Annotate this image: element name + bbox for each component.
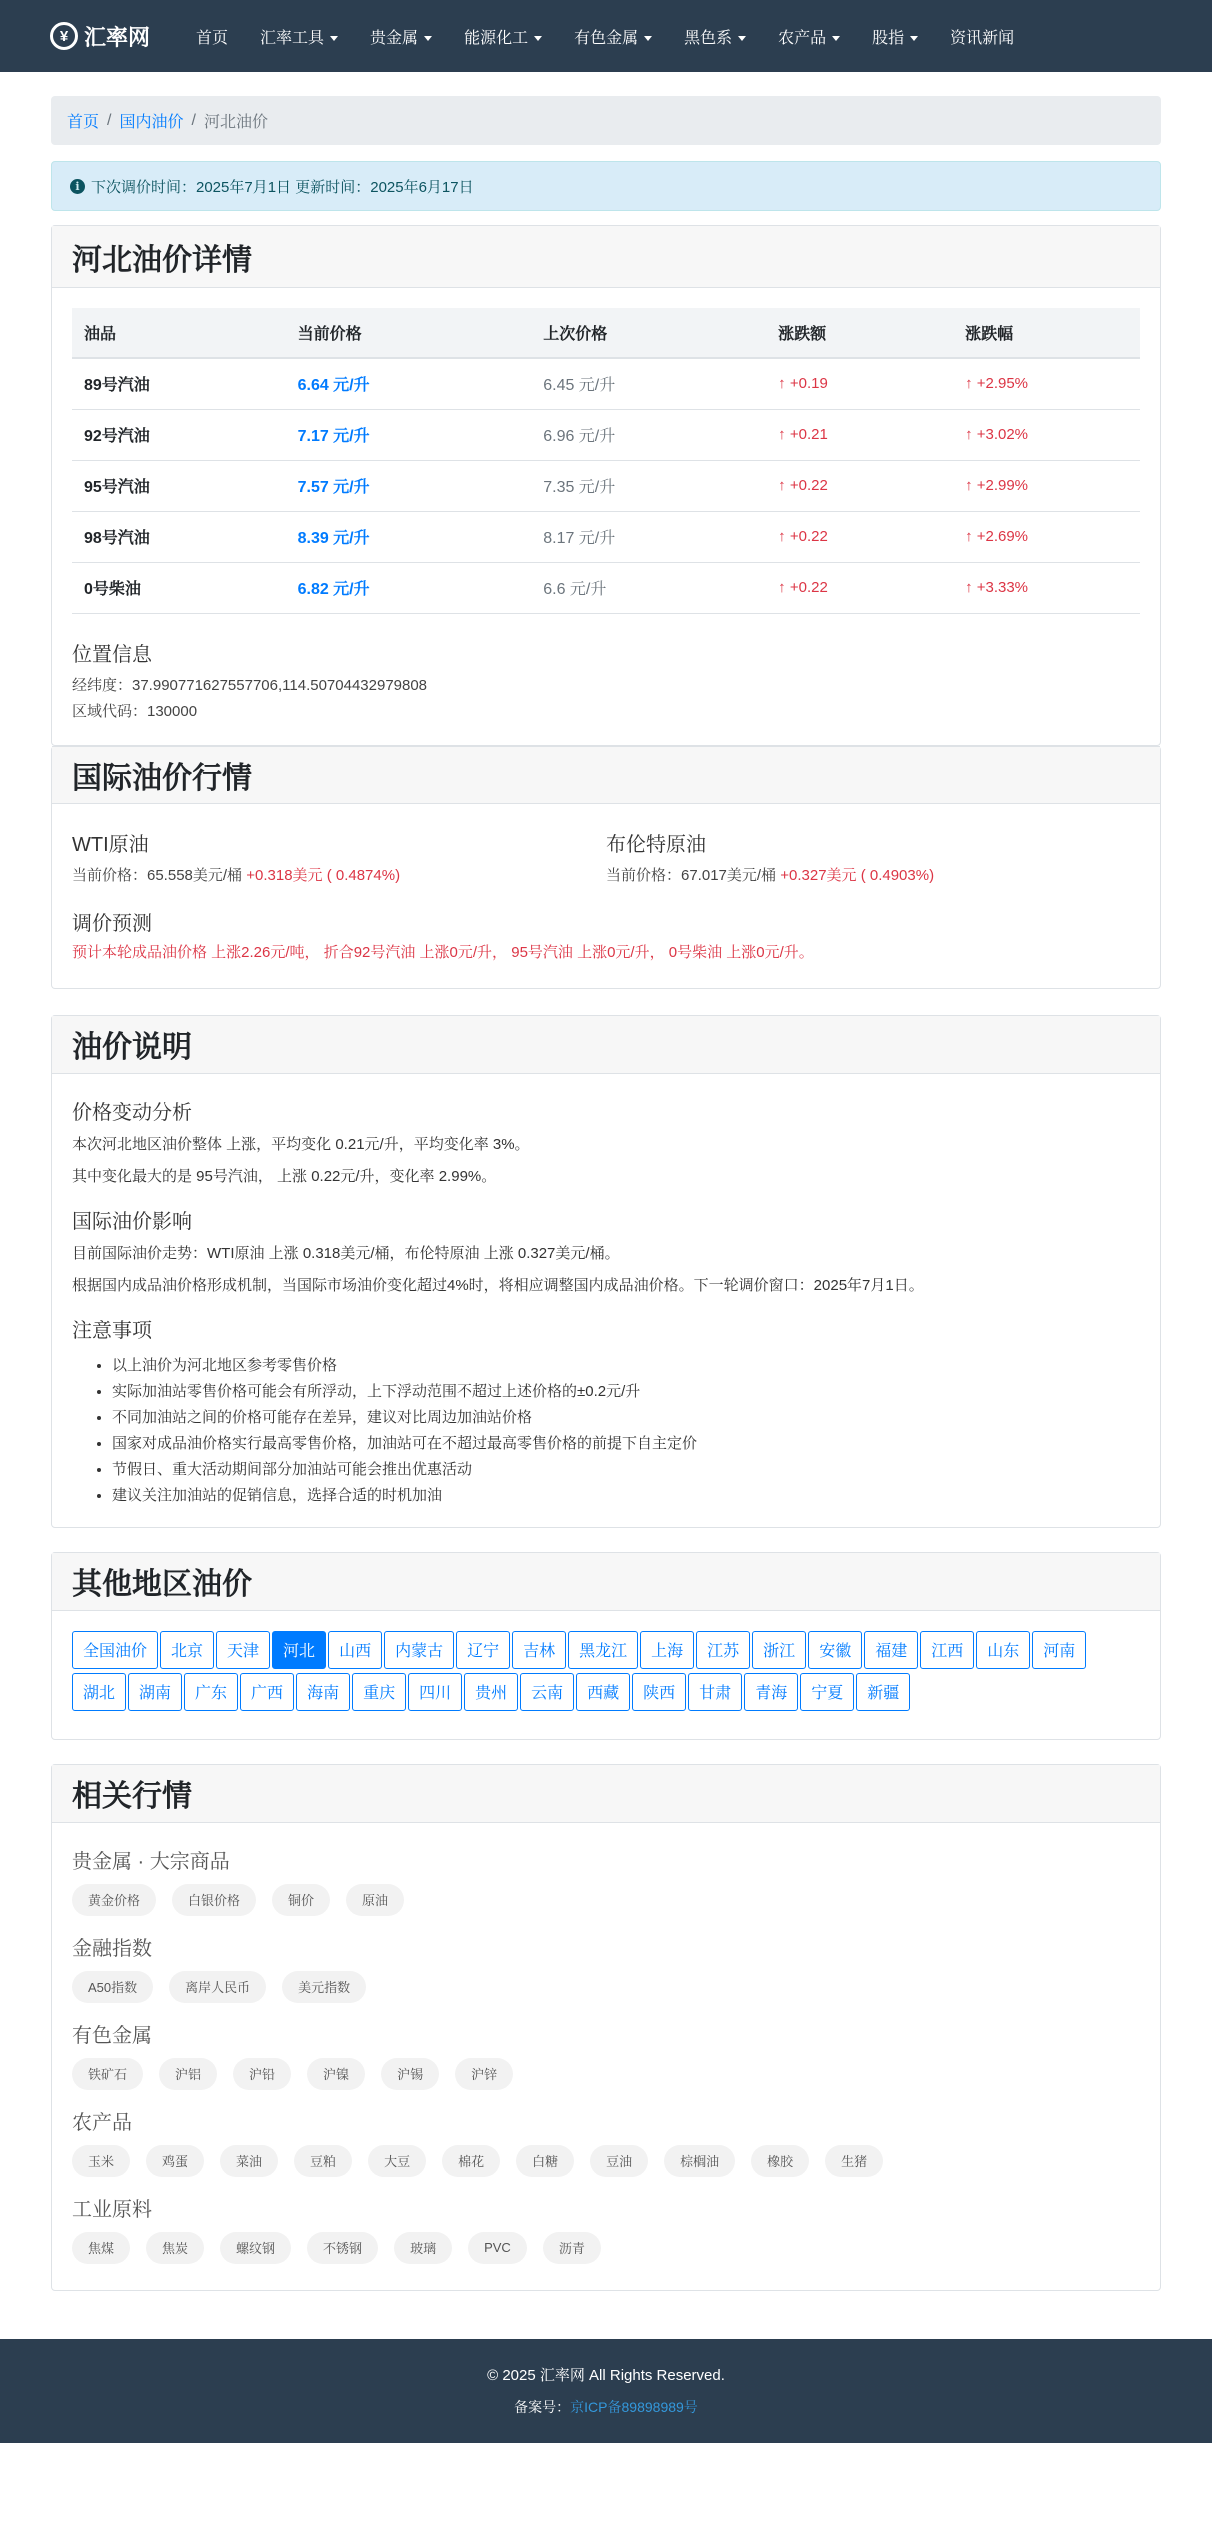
notes-title: 注意事项 <box>72 1319 152 1342</box>
brand-name: 汇率网 <box>84 24 151 50</box>
wti-block <box>72 824 606 889</box>
region-button[interactable]: 四川 <box>408 1673 462 1711</box>
region-button[interactable]: 山东 <box>976 1631 1030 1669</box>
caret-down-icon <box>534 36 542 41</box>
impact-title: 国际油价影响 <box>72 1210 192 1233</box>
coordinates-text: 经纬度：37.990771627557706,114.50704432979808 <box>72 676 428 694</box>
category-title: 农产品 <box>72 2111 132 2134</box>
related-markets-card <box>51 1764 1161 2291</box>
intl-price-card <box>51 746 1161 989</box>
region-button[interactable]: 云南 <box>520 1673 574 1711</box>
brent-price-line <box>606 863 1140 889</box>
top-navbar <box>0 0 1212 72</box>
category-title: 金融指数 <box>72 1937 152 1960</box>
category-title: 工业原料 <box>72 2198 152 2221</box>
note-item: • 不同加油站之间的价格可能存在差异，建议对比周边加油站价格 <box>112 1405 1140 1431</box>
info-circle-icon: i <box>70 179 85 194</box>
market-tag[interactable]: 原油 <box>346 1884 404 1916</box>
wti-name: WTI原油 <box>72 833 149 856</box>
region-button[interactable]: 吉林 <box>512 1631 566 1669</box>
table-header-cell: 涨跌额 <box>766 308 953 358</box>
region-button[interactable]: 宁夏 <box>800 1673 854 1711</box>
nav-item-label: 能源化工 <box>464 29 529 47</box>
analysis-title: 价格变动分析 <box>72 1101 192 1124</box>
fuel-name: 95号汽油 <box>72 460 286 511</box>
nav-item-label: 资讯新闻 <box>950 29 1015 47</box>
copyright-text: © 2025 汇率网 All Rights Reserved. <box>487 2367 725 2384</box>
market-tag[interactable]: 沪铝 <box>159 2058 217 2090</box>
nav-item-label: 贵金属 <box>370 29 419 47</box>
region-button[interactable]: 上海 <box>640 1631 694 1669</box>
nav-item-label: 黑色系 <box>684 29 733 47</box>
table-header-cell: 当前价格 <box>286 308 532 358</box>
current-price: 8.39 元/升 <box>286 511 532 562</box>
note-item: • 节假日、重大活动期间部分加油站可能会推出优惠活动 <box>112 1457 1140 1483</box>
icp-line <box>514 2397 698 2417</box>
region-button[interactable]: 天津 <box>216 1631 270 1669</box>
adjustment-alert <box>51 161 1161 211</box>
region-button-group <box>72 1631 1140 1715</box>
main-container <box>51 72 1161 2291</box>
fuel-name: 92号汽油 <box>72 409 286 460</box>
nav-item[interactable] <box>856 25 934 48</box>
table-header-row <box>72 308 1140 358</box>
impact-line: 目前国际油价走势：WTI原油 上涨 0.318美元/桶，布伦特原油 上涨 0.327美元/桶。 <box>72 1244 620 1262</box>
wti-price-line <box>72 863 606 889</box>
card-header <box>52 1765 1160 1823</box>
note-item: • 实际加油站零售价格可能会有所浮动，上下浮动范围不超过上述价格的±0.2元/升 <box>112 1379 1140 1405</box>
card-title: 油价说明 <box>72 1031 192 1064</box>
area-code-text: 区域代码：130000 <box>72 702 198 720</box>
table-row <box>72 511 1140 562</box>
price-detail-card <box>51 225 1161 746</box>
market-tag[interactable]: 黄金价格 <box>72 1884 156 1916</box>
market-tag[interactable]: 白银价格 <box>172 1884 256 1916</box>
market-tag[interactable]: 铜价 <box>272 1884 330 1916</box>
market-tag[interactable]: 离岸人民币 <box>169 1971 266 2003</box>
region-button[interactable]: 广西 <box>240 1673 294 1711</box>
wti-price: 当前价格：65.558美元/桶 <box>72 866 243 884</box>
nav-item[interactable] <box>668 25 762 48</box>
region-button[interactable]: 内蒙古 <box>384 1631 454 1669</box>
fuel-name: 0号柴油 <box>72 562 286 613</box>
region-button[interactable]: 陕西 <box>632 1673 686 1711</box>
market-tag[interactable]: 螺纹钢 <box>220 2232 291 2264</box>
breadcrumb-home-link[interactable]: 首页 <box>67 114 100 131</box>
market-tag[interactable]: 棉花 <box>442 2145 500 2177</box>
tag-group <box>72 2232 1140 2264</box>
analysis-line: 其中变化最大的是 95号汽油， 上涨 0.22元/升，变化率 2.99%。 <box>72 1167 497 1185</box>
current-price: 6.82 元/升 <box>286 562 532 613</box>
alert-text: 下次调价时间：2025年7月1日 更新时间：2025年6月17日 <box>91 178 474 196</box>
related-categories <box>52 1823 1160 2290</box>
region-button[interactable]: 广东 <box>184 1673 238 1711</box>
change-percent: ↑ +2.99% <box>953 460 1140 511</box>
nav-item-label: 有色金属 <box>574 29 639 47</box>
market-tag[interactable]: 大豆 <box>368 2145 426 2177</box>
market-tag[interactable]: 美元指数 <box>282 1971 366 2003</box>
table-row <box>72 562 1140 613</box>
fuel-name: 89号汽油 <box>72 358 286 409</box>
market-tag[interactable]: 不锈钢 <box>307 2232 378 2264</box>
wti-change: +0.318美元 ( 0.4874%) <box>246 866 401 884</box>
note-item: • 以上油价为河北地区参考零售价格 <box>112 1353 1140 1379</box>
brent-block <box>606 824 1140 889</box>
nav-item[interactable] <box>762 25 856 48</box>
previous-price: 6.6 元/升 <box>531 562 766 613</box>
icp-link[interactable]: 京ICP备89898989号 <box>570 2399 698 2415</box>
previous-price: 6.96 元/升 <box>531 409 766 460</box>
card-header <box>52 1553 1160 1611</box>
nav-item[interactable] <box>558 25 668 48</box>
card-title: 国际油价行情 <box>72 761 252 795</box>
change-amount: ↑ +0.22 <box>766 562 953 613</box>
forecast-title: 调价预测 <box>72 912 152 935</box>
change-amount: ↑ +0.22 <box>766 511 953 562</box>
change-percent: ↑ +3.33% <box>953 562 1140 613</box>
market-tag[interactable]: 沥青 <box>543 2232 601 2264</box>
region-button[interactable]: 海南 <box>296 1673 350 1711</box>
market-tag[interactable]: 沪铅 <box>233 2058 291 2090</box>
price-explanation-card <box>51 1015 1161 1528</box>
other-regions-card <box>51 1552 1161 1740</box>
region-button[interactable]: 新疆 <box>856 1673 910 1711</box>
fuel-name: 98号汽油 <box>72 511 286 562</box>
crude-oil-columns <box>72 824 1140 889</box>
nav-item[interactable] <box>244 25 354 48</box>
nav-item-label: 股指 <box>872 29 905 47</box>
breadcrumb-current: 河北油价 <box>203 114 268 131</box>
region-button[interactable]: 福建 <box>864 1631 918 1669</box>
region-button[interactable]: 全国油价 <box>72 1631 158 1669</box>
market-tag[interactable]: 菜油 <box>220 2145 278 2177</box>
nav-item-label: 汇率工具 <box>260 29 325 47</box>
forecast-text: 预计本轮成品油价格 上涨2.26元/吨， 折合92号汽油 上涨0元/升， 95号汽油 上涨0元/升， 0号柴油 上涨0元/升。 <box>72 943 814 961</box>
nav-item[interactable] <box>448 25 558 48</box>
market-tag[interactable]: 白糖 <box>516 2145 574 2177</box>
region-button[interactable]: 甘肃 <box>688 1673 742 1711</box>
region-button[interactable]: 重庆 <box>352 1673 406 1711</box>
card-header <box>52 226 1160 288</box>
market-tag[interactable]: 沪镍 <box>307 2058 365 2090</box>
breadcrumb-separator: / <box>107 111 112 129</box>
note-item: • 国家对成品油价格实行最高零售价格，加油站可在不超过最高零售价格的前提下自主定价 <box>112 1431 1140 1457</box>
current-price: 6.64 元/升 <box>286 358 532 409</box>
change-amount: ↑ +0.22 <box>766 460 953 511</box>
region-button[interactable]: 江西 <box>920 1631 974 1669</box>
market-tag[interactable]: 沪锡 <box>381 2058 439 2090</box>
tag-group <box>72 2145 1140 2177</box>
region-button[interactable]: 浙江 <box>752 1631 806 1669</box>
region-button[interactable]: 山西 <box>328 1631 382 1669</box>
nav-item-label: 农产品 <box>778 29 827 47</box>
market-tag[interactable]: 焦煤 <box>72 2232 130 2264</box>
brent-name: 布伦特原油 <box>606 833 706 856</box>
nav-item-label: 首页 <box>196 29 229 47</box>
table-header-cell: 油品 <box>72 308 286 358</box>
market-tag[interactable]: 沪锌 <box>455 2058 513 2090</box>
market-tag[interactable]: PVC <box>468 2232 527 2264</box>
footer <box>0 2339 1212 2443</box>
tag-group <box>72 1971 1140 2003</box>
table-body <box>72 358 1140 613</box>
previous-price: 8.17 元/升 <box>531 511 766 562</box>
price-table <box>72 308 1140 614</box>
market-tag[interactable]: 生猪 <box>825 2145 883 2177</box>
region-button[interactable]: 黑龙江 <box>568 1631 638 1669</box>
market-tag[interactable]: 鸡蛋 <box>146 2145 204 2177</box>
change-percent: ↑ +3.02% <box>953 409 1140 460</box>
card-title: 相关行情 <box>72 1780 192 1813</box>
brent-price: 当前价格：67.017美元/桶 <box>606 866 777 884</box>
card-header <box>52 746 1160 804</box>
current-price: 7.57 元/升 <box>286 460 532 511</box>
region-button[interactable]: 青海 <box>744 1673 798 1711</box>
icp-label: 备案号： <box>514 2399 571 2415</box>
market-tag[interactable]: 玉米 <box>72 2145 130 2177</box>
market-tag[interactable]: 棕榈油 <box>664 2145 735 2177</box>
category-title: 贵金属 · 大宗商品 <box>72 1850 230 1873</box>
market-tag[interactable]: 铁矿石 <box>72 2058 143 2090</box>
market-tag[interactable]: 焦炭 <box>146 2232 204 2264</box>
caret-down-icon <box>424 36 432 41</box>
nav-item[interactable] <box>934 25 1030 48</box>
region-button[interactable]: 河北 <box>272 1631 326 1669</box>
caret-down-icon <box>644 36 652 41</box>
market-tag[interactable]: 玻璃 <box>394 2232 452 2264</box>
impact-line: 根据国内成品油价格形成机制，当国际市场油价变化超过4%时，将相应调整国内成品油价格。下一轮调价窗口：2025年7月1日。 <box>72 1276 924 1294</box>
brand[interactable] <box>50 21 150 52</box>
table-row <box>72 460 1140 511</box>
region-button[interactable]: 湖南 <box>128 1673 182 1711</box>
caret-down-icon <box>738 36 746 41</box>
region-button[interactable]: 北京 <box>160 1631 214 1669</box>
market-tag[interactable]: 豆油 <box>590 2145 648 2177</box>
region-button[interactable]: 江苏 <box>696 1631 750 1669</box>
current-price: 7.17 元/升 <box>286 409 532 460</box>
change-amount: ↑ +0.19 <box>766 358 953 409</box>
tag-group <box>72 2058 1140 2090</box>
table-row <box>72 358 1140 409</box>
analysis-line: 本次河北地区油价整体 上涨，平均变化 0.21元/升，平均变化率 3%。 <box>72 1135 530 1153</box>
region-button[interactable]: 贵州 <box>464 1673 518 1711</box>
notes-list <box>72 1353 1140 1509</box>
location-title: 位置信息 <box>72 643 152 666</box>
table-row <box>72 409 1140 460</box>
card-title: 河北油价详情 <box>72 243 252 277</box>
card-title: 其他地区油价 <box>72 1568 252 1601</box>
change-percent: ↑ +2.95% <box>953 358 1140 409</box>
breadcrumb-separator: / <box>191 111 196 129</box>
region-button[interactable]: 湖北 <box>72 1673 126 1711</box>
breadcrumb <box>51 96 1161 145</box>
category-title: 有色金属 <box>72 2024 152 2047</box>
tag-group <box>72 1884 1140 1916</box>
brent-change: +0.327美元 ( 0.4903%) <box>780 866 935 884</box>
nav-item[interactable] <box>180 25 244 48</box>
market-tag[interactable]: 豆粕 <box>294 2145 352 2177</box>
table-header-cell: 涨跌幅 <box>953 308 1140 358</box>
market-tag[interactable]: A50指数 <box>72 1971 153 2003</box>
previous-price: 6.45 元/升 <box>531 358 766 409</box>
caret-down-icon <box>330 36 338 41</box>
caret-down-icon <box>910 36 918 41</box>
region-button[interactable]: 西藏 <box>576 1673 630 1711</box>
change-amount: ↑ +0.21 <box>766 409 953 460</box>
breadcrumb-section-link[interactable]: 国内油价 <box>119 114 184 131</box>
previous-price: 7.35 元/升 <box>531 460 766 511</box>
note-item: • 建议关注加油站的促销信息，选择合适的时机加油 <box>112 1483 1140 1509</box>
caret-down-icon <box>832 36 840 41</box>
card-header <box>52 1016 1160 1074</box>
region-button[interactable]: 辽宁 <box>456 1631 510 1669</box>
region-button[interactable]: 河南 <box>1032 1631 1086 1669</box>
region-button[interactable]: 安徽 <box>808 1631 862 1669</box>
nav-links <box>180 25 1030 48</box>
nav-item[interactable] <box>354 25 448 48</box>
yen-logo-icon: ¥ <box>50 22 78 50</box>
change-percent: ↑ +2.69% <box>953 511 1140 562</box>
market-tag[interactable]: 橡胶 <box>751 2145 809 2177</box>
table-header-cell: 上次价格 <box>531 308 766 358</box>
